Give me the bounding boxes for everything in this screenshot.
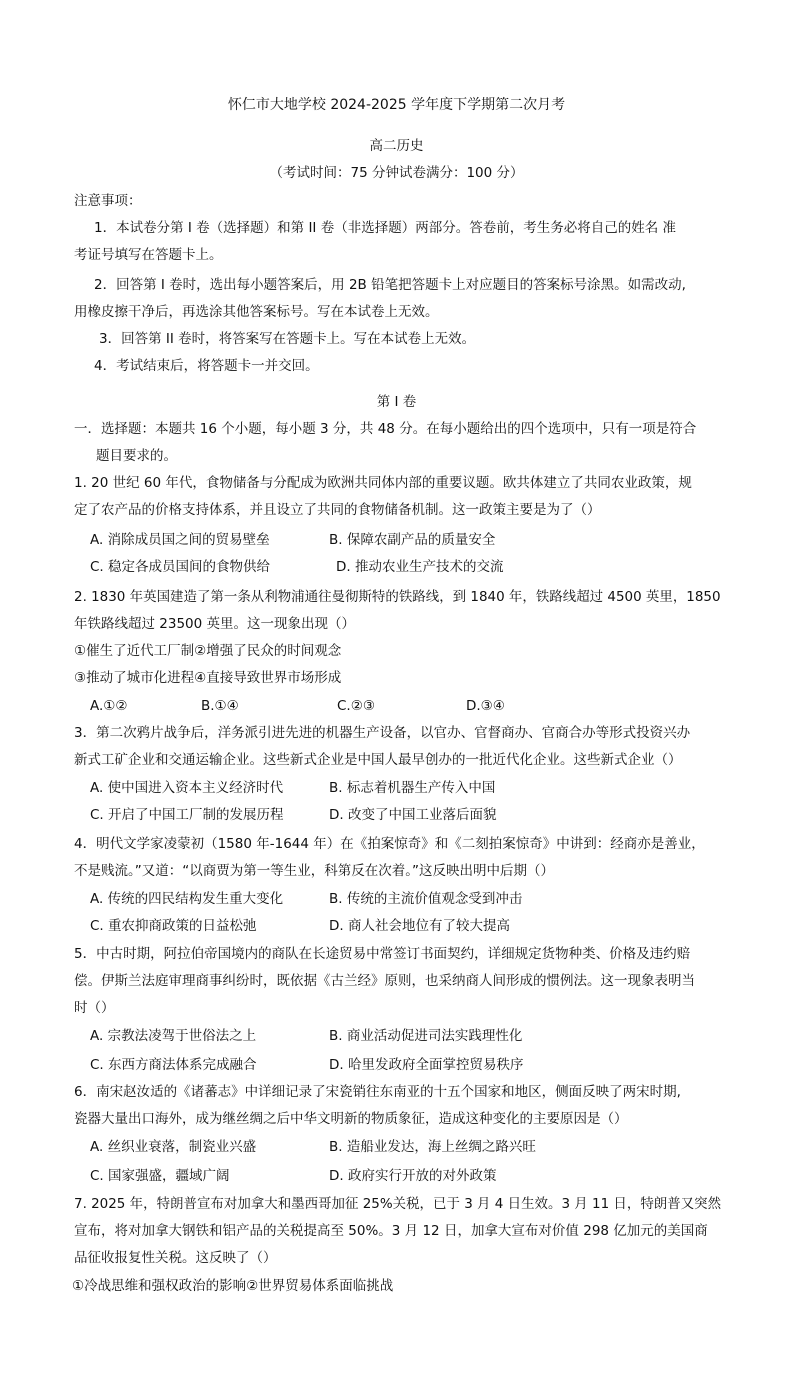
- exam-info: （考试时间：75 分钟试卷满分：100 分）: [269, 165, 524, 181]
- option-d: D. 商人社会地位有了较大提高: [329, 918, 510, 934]
- option-d: D. 改变了中国工业落后面貌: [329, 807, 497, 823]
- option-b: B. 商业活动促进司法实践理性化: [329, 1028, 523, 1044]
- option-d: D. 哈里发政府全面掌控贸易秩序: [329, 1057, 524, 1073]
- subject-title: 高二历史: [369, 138, 424, 154]
- question-text: 品征收报复性关税。这反映了（）: [74, 1250, 277, 1266]
- question-text: 4．明代文学家凌蒙初（1580 年-1644 年）在《拍案惊奇》和《二刻拍案惊奇》中讲到：经商亦是善业，: [74, 836, 705, 852]
- question-text: 偿。伊斯兰法庭审理商事纠纷时，既依据《古兰经》原则，也采纳商人间形成的惯例法。这一现象表明当: [74, 973, 695, 989]
- question-text: 2. 1830 年英国建造了第一条从利物浦通往曼彻斯特的铁路线，到 1840 年，铁路线超过 4500 英里，1850: [74, 589, 721, 605]
- question-statement: ①冷战思维和强权政治的影响②世界贸易体系面临挑战: [72, 1278, 394, 1294]
- option-a: A. 消除成员国之间的贸易壁垒: [90, 532, 270, 548]
- option-c: C. 东西方商法体系完成融合: [90, 1057, 257, 1073]
- option-c: C. 稳定各成员国间的食物供给: [90, 559, 271, 575]
- option-b: B. 标志着机器生产传入中国: [329, 780, 496, 796]
- notice-item: 4．考试结束后，将答题卡一并交回。: [94, 358, 319, 374]
- notice-item: 考证号填写在答题卡上。: [74, 247, 223, 263]
- notice-heading: 注意事项：: [74, 193, 142, 209]
- option-a: A. 丝织业衰落，制瓷业兴盛: [90, 1139, 257, 1155]
- question-text: 5．中古时期，阿拉伯帝国境内的商队在长途贸易中常签订书面契约，详细规定货物种类、价格及违约赔: [74, 946, 691, 962]
- option-a: A. 宗教法凌驾于世俗法之上: [90, 1028, 257, 1044]
- option-b: B. 保障农副产品的质量安全: [329, 532, 496, 548]
- option-c: C. 重农抑商政策的日益松弛: [90, 918, 257, 934]
- question-text: 时（）: [74, 1000, 115, 1016]
- part-heading: 第 I 卷: [376, 394, 417, 410]
- option-b: B.①④: [201, 698, 239, 714]
- option-a: A. 传统的四民结构发生重大变化: [90, 891, 284, 907]
- question-text: 1. 20 世纪 60 年代，食物储备与分配成为欧洲共同体内部的重要议题。欧共体建立了共同农业政策，规: [74, 475, 692, 491]
- option-b: B. 造船业发达，海上丝绸之路兴旺: [329, 1139, 536, 1155]
- question-text: 3．第二次鸦片战争后，洋务派引进先进的机器生产设备，以官办、官督商办、官商合办等形式投资兴办: [74, 725, 691, 741]
- notice-item: 3．回答第 II 卷时，将答案写在答题卡上。写在本试卷上无效。: [99, 331, 476, 347]
- notice-item: 用橡皮擦干净后，再选涂其他答案标号。写在本试卷上无效。: [74, 304, 439, 320]
- question-text: 不是贱流。”又道：“以商贾为第一等生业，科第反在次着。”这反映出明中后期（）: [74, 863, 554, 879]
- option-a: A.①②: [90, 698, 128, 714]
- option-c: C. 开启了中国工厂制的发展历程: [90, 807, 284, 823]
- option-c: C. 国家强盛，疆域广阔: [90, 1168, 230, 1184]
- option-b: B. 传统的主流价值观念受到冲击: [329, 891, 523, 907]
- exam-title: 怀仁市大地学校 2024-2025 学年度下学期第二次月考: [227, 97, 566, 113]
- question-text: 瓷器大量出口海外，成为继丝绸之后中华文明新的物质象征，造成这种变化的主要原因是（）: [74, 1111, 628, 1127]
- question-text: 新式工矿企业和交通运输企业。这些新式企业是中国人最早创办的一批近代化企业。这些新式企业（）: [74, 752, 682, 768]
- option-c: C.②③: [337, 698, 375, 714]
- question-text: 6．南宋赵汝适的《诸蕃志》中详细记录了宋瓷销往东南亚的十五个国家和地区，侧面反映了两宋时期,: [74, 1084, 681, 1100]
- notice-item: 2．回答第 I 卷时，选出每小题答案后，用 2B 铅笔把答题卡上对应题目的答案标号涂黑。如需改动,: [94, 277, 686, 293]
- question-text: 年铁路线超过 23500 英里。这一现象出现（）: [74, 616, 356, 632]
- option-d: D. 推动农业生产技术的交流: [336, 559, 504, 575]
- notice-item: 1．本试卷分第 I 卷（选择题）和第 II 卷（非选择题）两部分。答卷前，考生务必将自己的姓名 准: [94, 220, 676, 236]
- question-text: 宣布，将对加拿大钢铁和铝产品的关税提高至 50%。3 月 12 日，加拿大宣布对价值 298 亿加元的美国商: [74, 1223, 708, 1239]
- question-statement: ①催生了近代工厂制②增强了民众的时间观念: [74, 643, 342, 659]
- question-text: 7. 2025 年，特朗普宣布对加拿大和墨西哥加征 25%关税，已于 3 月 4 日生效。3 月 11 日，特朗普又突然: [74, 1196, 722, 1212]
- section-instruction: 题目要求的。: [96, 448, 177, 464]
- question-statement: ③推动了城市化进程④直接导致世界市场形成: [74, 670, 342, 686]
- question-text: 定了农产品的价格支持体系，并且设立了共同的食物储备机制。这一政策主要是为了（）: [74, 502, 601, 518]
- option-a: A. 使中国进入资本主义经济时代: [90, 780, 284, 796]
- section-instruction: 一．选择题：本题共 16 个小题，每小题 3 分，共 48 分。在每小题给出的四个选项中，只有一项是符合: [74, 421, 697, 437]
- option-d: D. 政府实行开放的对外政策: [329, 1168, 497, 1184]
- option-d: D.③④: [466, 698, 505, 714]
